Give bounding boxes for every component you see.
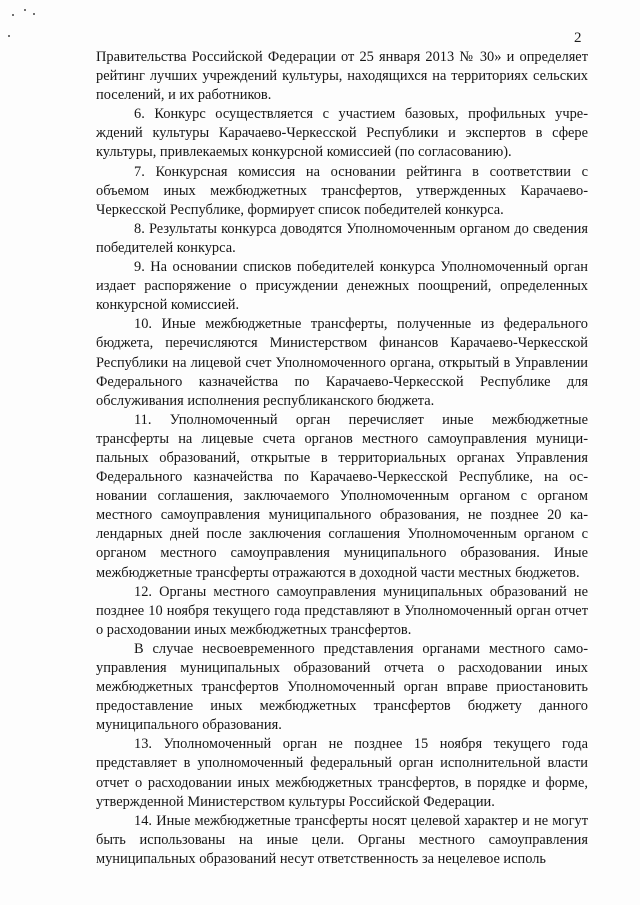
paragraph-14: 14. Иные межбюджетные трансферты носят целевой характер и не могут быть использованы на иные цели. Органы местного самоуправления муниципальных образований несут ответственность за нецелевое исполь (96, 812, 588, 867)
paragraph-12-continued: В случае несвоевременного представления органами местного самоуправления муниципальных образований отчета о расходовании иных межбюджетных трансфертов Уполномоченный орган вправе приостановить предоставление иных межбюджетных трансфертов бюджету данного муниципального образования. (96, 640, 588, 734)
page-number: 2 (574, 30, 582, 46)
paragraph-10: 10. Иные межбюджетные трансферты, полученные из федерального бюджета, перечисляются Министерством финансов Карачаево-Черкесской Республики на лицевой счет Уполномоченного органа, открытый в Управлении Федерального казначейства по Карачаево-Черкесской Республике для обслуживания исполнения республиканского бюджета. (96, 316, 588, 409)
paragraph-13: 13. Уполномоченный орган не позднее 15 ноября текущего года представляет в уполномоченный федеральный орган исполнительной власти отчет о расходовании иных межбюджетных трансфертов, в порядке и форме, утвержденной Министерством культуры Российской Федерации. (96, 736, 588, 810)
paragraph-8: 8. Результаты конкурса доводятся Уполномоченным органом до сведения победителей конкурса. (96, 220, 588, 256)
paragraph-12: 12. Органы местного самоуправления муниципальных образований не позднее 10 ноября текущего года представляют в Уполномоченный орган отчет о расходовании иных межбюджетных трансфертов. (96, 583, 588, 638)
scan-speck (33, 13, 35, 15)
paragraph-9: 9. На основании списков победителей конкурса Уполномоченный орган издает распоряжение о присуждении денежных поощрений, определенных конкурсной комиссией. (96, 259, 588, 314)
document-body (96, 48, 588, 867)
paragraph-6: 6. Конкурс осуществляется с участием базовых, профильных учреждений культуры Карачаево-Черкесской Республики и экспертов в сфере культуры, привлекаемых конкурсной комиссией (по согласованию). (96, 106, 588, 161)
scan-speck (12, 14, 14, 16)
scan-speck (8, 35, 10, 37)
paragraph-11: 11. Уполномоченный орган перечисляет иные межбюджетные трансферты на лицевые счета органов местного самоуправления муниципальных образований, открытые в территориальных органах Управления Федерального казначейства по Карачаево-Черкесской Республике, на основании соглашения, заключаемого Уполномоченным органом с органом местного самоуправления муниципального образования, не позднее 20 календарных дней после заключения соглашения Уполномоченным органом с органом местного самоуправления муниципального образования. Иные межбюджетные трансферты отражаются в доходной части местных бюджетов. (96, 411, 588, 581)
scan-speck (24, 9, 26, 11)
paragraph-continuation: Правительства Российской Федерации от 25 января 2013 № 30» и определяет рейтинг лучших учреждений культуры, находящихся на территориях сельских поселений, и их работников. (96, 49, 588, 104)
paragraph-7: 7. Конкурсная комиссия на основании рейтинга в соответствии с объемом иных межбюджетных трансфертов, утвержденных Карачаево-Черкесской Республике, формирует список победителей конкурса. (96, 163, 588, 218)
